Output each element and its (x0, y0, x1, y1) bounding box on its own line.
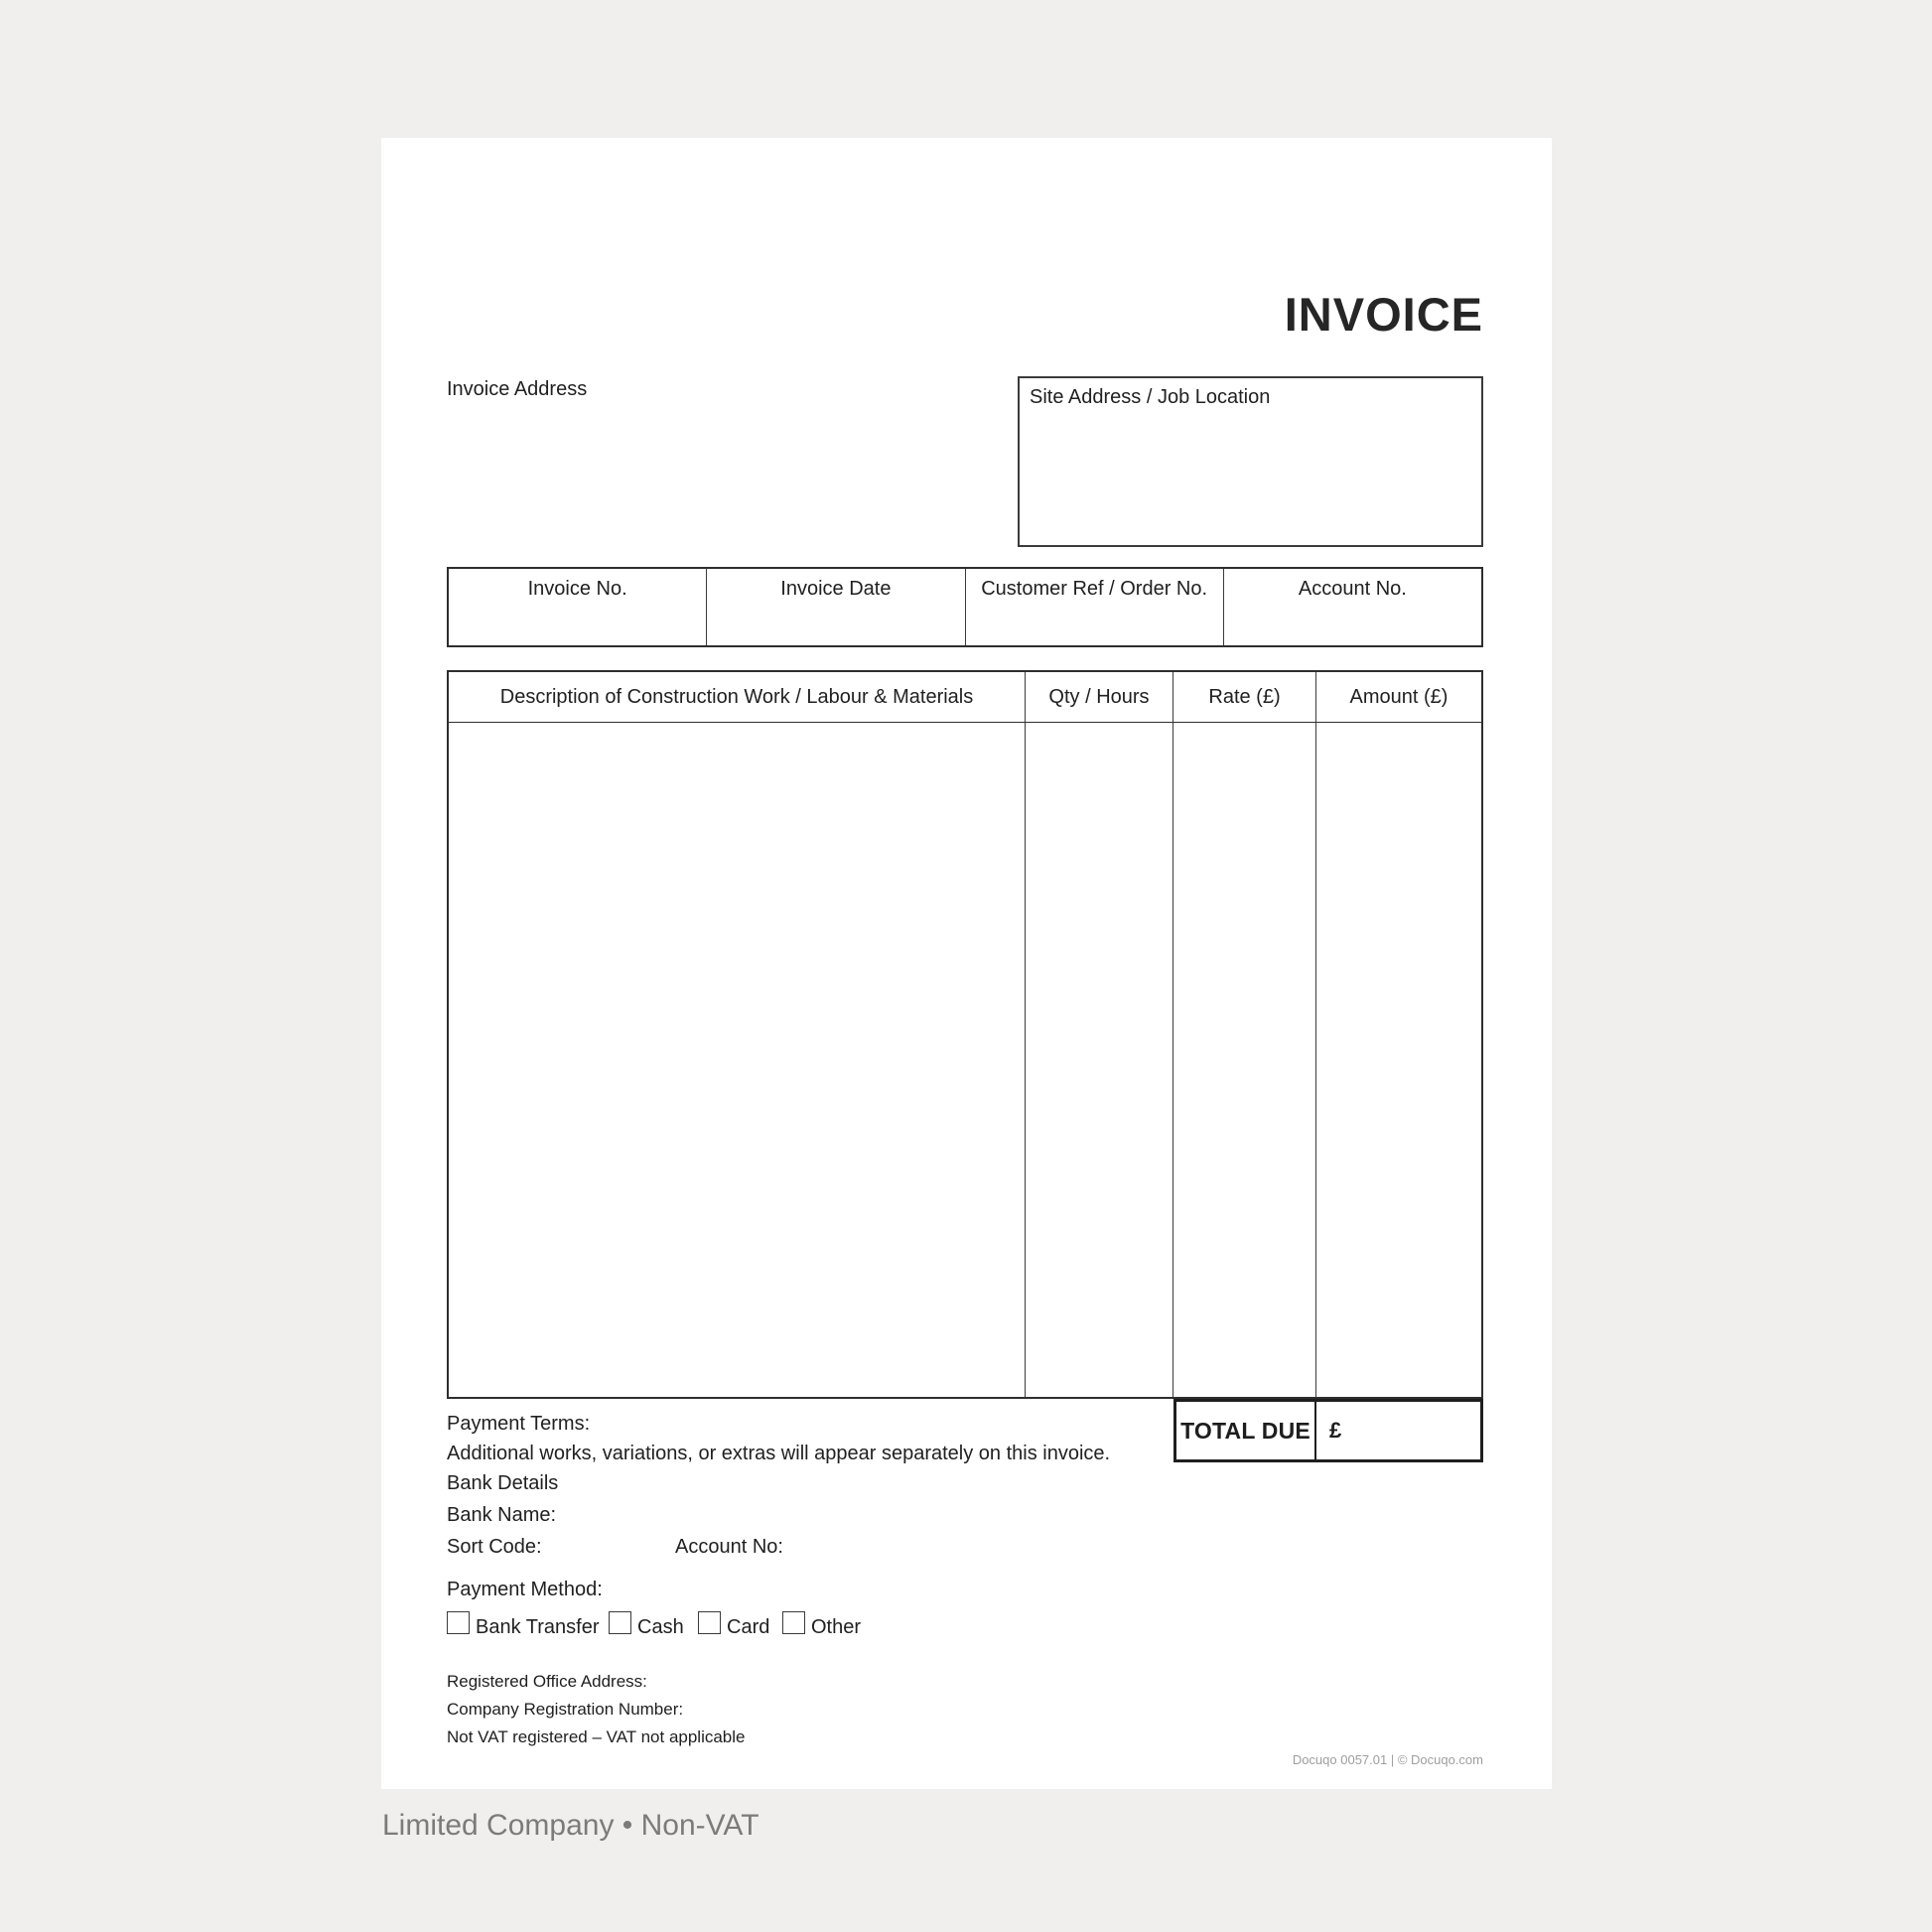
method-bank-transfer (447, 1611, 600, 1639)
invoice-page (381, 138, 1552, 1789)
site-address-label: Site Address / Job Location (1030, 386, 1271, 408)
description-column-header: Description of Construction Work / Labour & Materials (449, 672, 1026, 723)
account-no-cell[interactable]: Account No. (1298, 578, 1407, 600)
payment-method-row (381, 1611, 1552, 1639)
card-checkbox[interactable] (698, 1611, 721, 1634)
other-label: Other (811, 1616, 862, 1638)
method-cash (609, 1611, 684, 1639)
bank-details-label: Bank Details (447, 1472, 559, 1494)
site-address-box[interactable] (1018, 376, 1483, 547)
card-label: Card (727, 1616, 770, 1638)
method-other (782, 1611, 861, 1639)
invoice-info-table (447, 567, 1483, 647)
account-no-label[interactable]: Account No: (675, 1536, 783, 1558)
document-footer: Docuqo 0057.01 | © Docuqo.com (1292, 1752, 1483, 1767)
sort-code-label[interactable]: Sort Code: (447, 1536, 542, 1558)
qty-column-header: Qty / Hours (1026, 672, 1173, 723)
total-due-label: TOTAL DUE (1176, 1402, 1316, 1459)
customer-ref-cell[interactable]: Customer Ref / Order No. (966, 569, 1224, 645)
page-title: INVOICE (1284, 288, 1483, 341)
template-caption: Limited Company • Non-VAT (382, 1809, 759, 1842)
bank-transfer-label: Bank Transfer (476, 1616, 600, 1638)
additional-works-note: Additional works, variations, or extras will appear separately on this invoice. (447, 1443, 1111, 1464)
amount-column-header: Amount (£) (1316, 672, 1481, 723)
line-items-table (447, 670, 1483, 1399)
cash-label: Cash (637, 1616, 684, 1638)
company-registration-label: Company Registration Number: (447, 1700, 684, 1719)
rate-column-body[interactable] (1173, 723, 1316, 1397)
qty-column-body[interactable] (1026, 723, 1173, 1397)
invoice-no-cell[interactable]: Invoice No. (449, 569, 707, 645)
method-card (698, 1611, 769, 1639)
registered-office-label: Registered Office Address: (447, 1672, 647, 1691)
cash-checkbox[interactable] (609, 1611, 631, 1634)
bank-transfer-checkbox[interactable] (447, 1611, 470, 1634)
bank-name-label[interactable]: Bank Name: (447, 1504, 557, 1526)
amount-column-body[interactable] (1316, 723, 1481, 1397)
payment-method-label: Payment Method: (447, 1579, 603, 1600)
invoice-date-cell[interactable]: Invoice Date (707, 569, 965, 645)
total-due-box (1173, 1399, 1483, 1462)
payment-terms-label: Payment Terms: (447, 1413, 591, 1435)
total-due-amount-cell[interactable]: £ (1329, 1418, 1342, 1443)
description-column-body[interactable] (449, 723, 1026, 1397)
vat-note: Not VAT registered – VAT not applicable (447, 1727, 746, 1746)
invoice-address-label: Invoice Address (447, 378, 588, 400)
other-checkbox[interactable] (782, 1611, 805, 1634)
rate-column-header: Rate (£) (1173, 672, 1316, 723)
